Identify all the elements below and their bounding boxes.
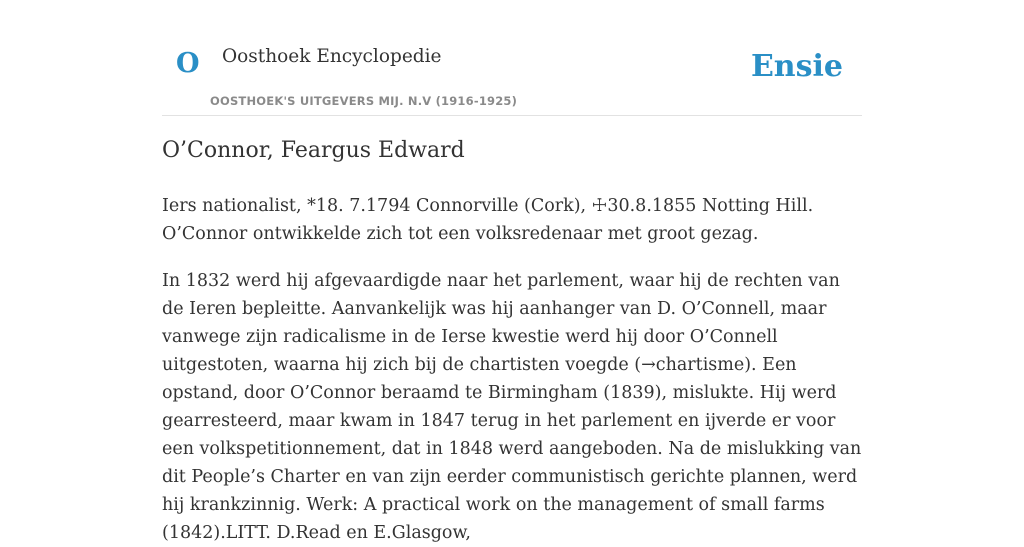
article-title: O’Connor, Feargus Edward bbox=[162, 138, 465, 163]
publisher-label: OOSTHOEK'S UITGEVERS MIJ. N.V (1916-1925) bbox=[210, 94, 518, 108]
article-paragraph-2: In 1832 werd hij afgevaardigde naar het parlement, waar hij de rechten van de Ieren bepleitte. Aanvankelijk was hij aanhanger van D. O’Connell, maar vanwege zijn radicalisme in de Ierse kwestie werd hij door O’Connell uitgestoten, waarna hij zich bij de chartisten voegde (→chartisme). Een opstand, door O’Connor beraamd te Birmingham (1839), mislukte. Hij werd gearresteerd, maar kwam in 1847 terug in het parlement en ijverde er voor een volkspetitionnement, dat in 1848 werd aangeboden. Na de mislukking van dit People’s Charter en van zijn eerder communistisch gerichte plannen, werd hij krankzinnig. Werk: A practical work on the management of small farms (1842).LITT. D.Read en E.Glasgow, bbox=[162, 271, 862, 543]
article-paragraph-1: Iers nationalist, *18. 7.1794 Connorville (Cork), ☩30.8.1855 Notting Hill. O’Connor ontwikkelde zich tot een volksredenaar met groot gezag. bbox=[162, 196, 814, 244]
brand-logo[interactable]: Ensie bbox=[750, 49, 843, 84]
site-title[interactable]: Oosthoek Encyclopedie bbox=[222, 46, 442, 67]
site-header bbox=[162, 0, 862, 116]
logo-icon[interactable]: O bbox=[176, 48, 200, 79]
